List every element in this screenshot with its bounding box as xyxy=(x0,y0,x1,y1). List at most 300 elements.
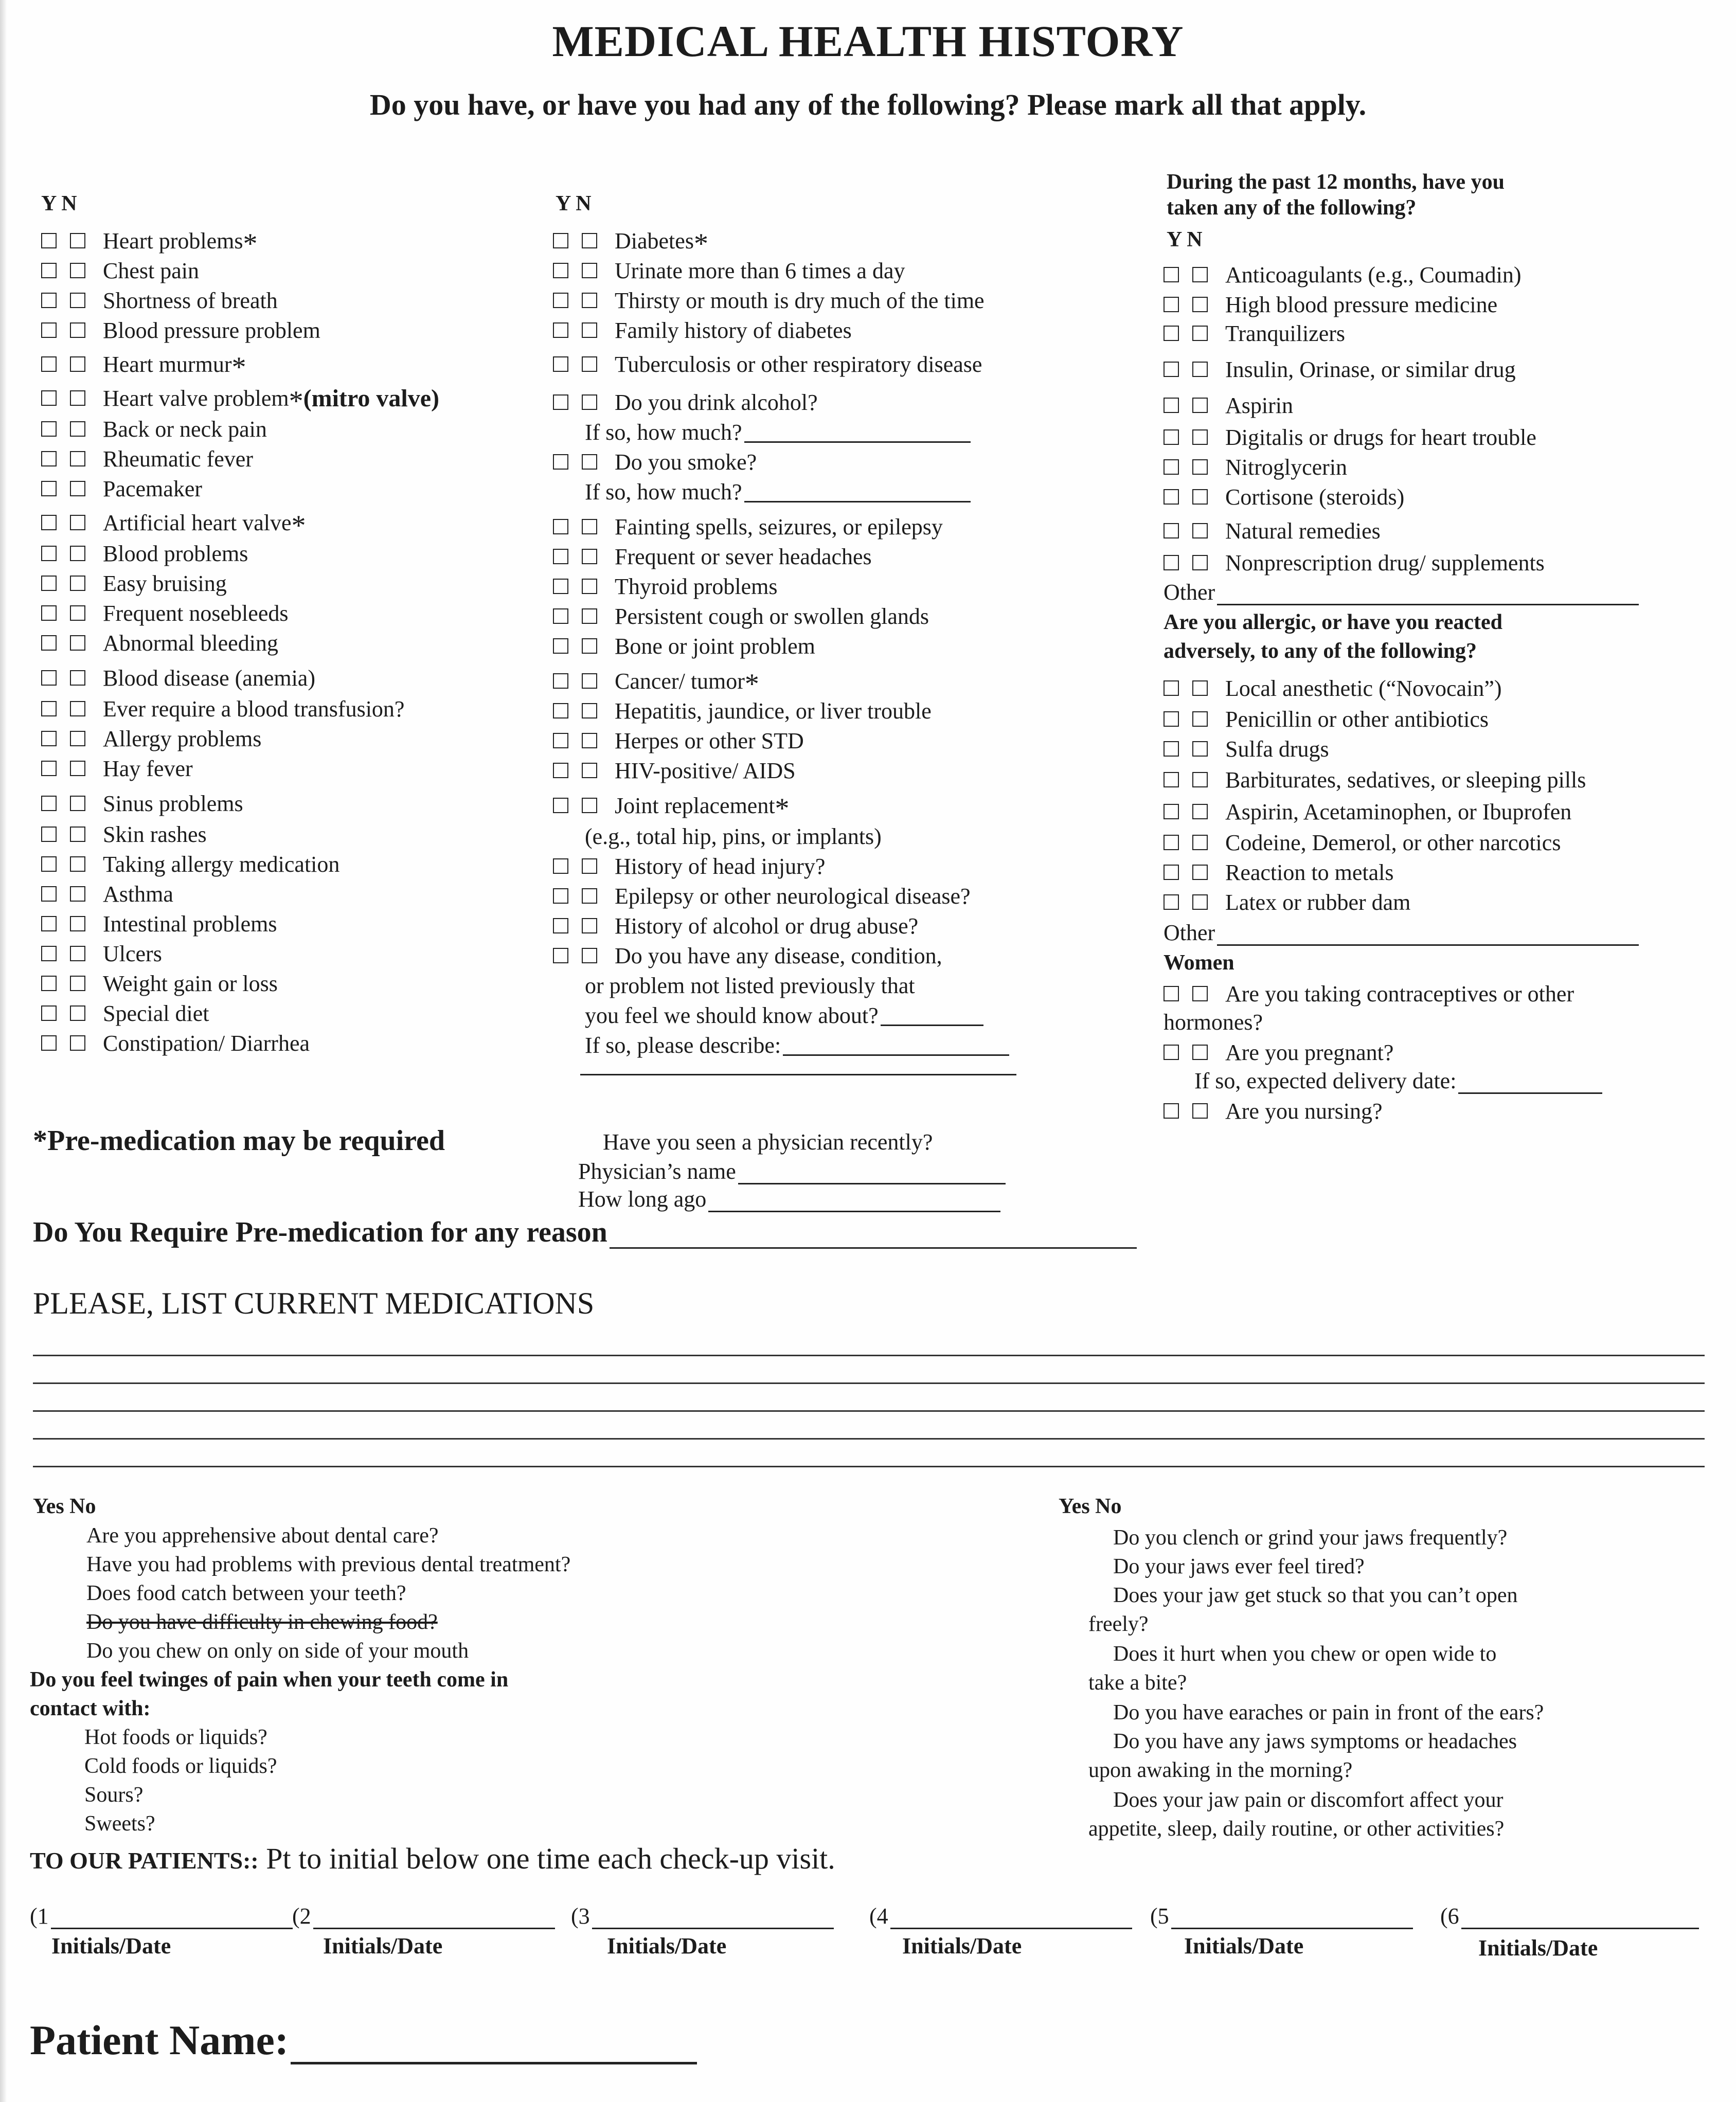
condition-row xyxy=(553,882,971,910)
medication-row xyxy=(1164,548,1545,577)
condition-label: Shortness of breath xyxy=(103,288,278,313)
condition-yes-checkbox[interactable] xyxy=(41,856,57,872)
medication-row xyxy=(1164,319,1345,348)
condition-row xyxy=(41,724,261,753)
delivery-date-field-label: If so, expected delivery date: xyxy=(1194,1068,1457,1093)
premed-note: *Pre-medication may be required xyxy=(33,1125,445,1157)
medication-no-checkbox[interactable] xyxy=(1192,362,1208,377)
dental-question: Have you had problems with previous dental treatment? xyxy=(86,1553,571,1576)
meds-header: PLEASE, LIST CURRENT MEDICATIONS xyxy=(33,1286,595,1320)
allergy-row xyxy=(1164,888,1410,917)
condition-yes-checkbox[interactable] xyxy=(41,976,57,991)
initials-number: (5 xyxy=(1150,1903,1169,1929)
condition-followup-row xyxy=(585,1001,983,1030)
condition-no-checkbox[interactable] xyxy=(70,976,85,991)
condition-followup-row xyxy=(585,822,882,851)
medication-yes-checkbox[interactable] xyxy=(1164,523,1179,538)
how-long-line xyxy=(708,1191,1000,1212)
answer-line[interactable] xyxy=(783,1035,1009,1056)
twinge-heading-line: contact with: xyxy=(30,1697,151,1720)
how-long-label: How long ago xyxy=(578,1187,707,1212)
allergy-yes-checkbox[interactable] xyxy=(1164,711,1179,727)
condition-row: Diabetes * xyxy=(553,226,708,255)
condition-label: Thyroid problems xyxy=(615,573,778,599)
medication-label: Nitroglycerin xyxy=(1225,454,1348,480)
condition-yes-checkbox[interactable] xyxy=(553,454,568,470)
allergy-row xyxy=(1164,765,1586,794)
condition-no-checkbox[interactable] xyxy=(70,390,85,406)
condition-label: Thirsty or mouth is dry much of the time xyxy=(615,288,985,313)
medication-row xyxy=(1164,355,1516,384)
initials-number: (2 xyxy=(292,1903,311,1929)
women-row xyxy=(1164,1097,1383,1125)
allergy-label: Penicillin or other antibiotics xyxy=(1225,706,1489,732)
other-allergy-field[interactable] xyxy=(1164,920,1639,946)
condition-label: Do you have any disease, condition, xyxy=(615,943,942,968)
condition-yes-checkbox[interactable] xyxy=(41,263,57,278)
condition-row xyxy=(553,632,815,660)
condition-no-checkbox[interactable] xyxy=(582,263,597,278)
condition-no-checkbox[interactable] xyxy=(70,1005,85,1021)
other-meds-field-line[interactable] xyxy=(1217,584,1639,605)
patient-name-field[interactable] xyxy=(30,2016,697,2064)
allergy-no-checkbox[interactable] xyxy=(1192,741,1208,757)
condition-yes-checkbox[interactable] xyxy=(553,233,568,248)
condition-yes-checkbox[interactable] xyxy=(41,827,57,842)
condition-no-checkbox[interactable] xyxy=(70,886,85,902)
condition-row xyxy=(41,444,253,473)
condition-yes-checkbox[interactable] xyxy=(553,519,568,534)
condition-no-checkbox[interactable] xyxy=(582,733,597,748)
condition-no-checkbox[interactable] xyxy=(70,356,85,372)
meds-line-3[interactable] xyxy=(33,1410,1705,1412)
condition-yes-checkbox[interactable] xyxy=(41,946,57,961)
medication-yes-checkbox[interactable] xyxy=(1164,326,1179,341)
jaw-question-line: Does your jaw get stuck so that you can’t open xyxy=(1113,1584,1518,1607)
allergy-label: Codeine, Demerol, or other narcotics xyxy=(1225,830,1561,855)
condition-no-checkbox[interactable] xyxy=(70,827,85,842)
condition-no-checkbox[interactable] xyxy=(582,703,597,718)
medication-no-checkbox[interactable] xyxy=(1192,489,1208,505)
condition-label: Frequent or sever headaches xyxy=(615,544,872,569)
jaw-question-line: Do you have earaches or pain in front of the ears? xyxy=(1113,1701,1544,1724)
dental-right-header: Yes No xyxy=(1059,1495,1122,1518)
allergy-label: Local anesthetic (“Novocain”) xyxy=(1225,675,1502,701)
condition-yes-checkbox[interactable] xyxy=(553,948,568,963)
medication-row xyxy=(1164,391,1293,420)
condition-no-checkbox[interactable] xyxy=(70,731,85,746)
condition-followup-row xyxy=(585,477,971,506)
page-title: MEDICAL HEALTH HISTORY xyxy=(552,16,1184,66)
condition-no-checkbox[interactable] xyxy=(582,394,597,410)
women-header xyxy=(1164,950,1234,975)
condition-yes-checkbox[interactable] xyxy=(41,1035,57,1051)
condition-no-checkbox[interactable] xyxy=(582,798,597,813)
condition-label: Heart murmur xyxy=(103,351,232,377)
medication-no-checkbox[interactable] xyxy=(1192,326,1208,341)
other-meds-field-label: Other xyxy=(1164,580,1215,605)
condition-followup-row xyxy=(585,971,915,1000)
allergy-yes-checkbox[interactable] xyxy=(1164,741,1179,757)
col1-header: Y N xyxy=(41,192,77,215)
meds-line-2[interactable] xyxy=(33,1382,1705,1384)
condition-note: (mitro valve) xyxy=(303,384,439,412)
condition-no-checkbox[interactable] xyxy=(70,576,85,591)
nursing-label: Are you nursing? xyxy=(1225,1098,1383,1124)
initials-field-2[interactable] xyxy=(292,1903,555,1929)
condition-row xyxy=(553,512,943,541)
condition-label: Blood pressure problem xyxy=(103,317,320,343)
medication-row xyxy=(1164,516,1381,545)
medication-yes-checkbox[interactable] xyxy=(1164,398,1179,413)
condition-yes-checkbox[interactable] xyxy=(41,576,57,591)
condition-no-checkbox[interactable] xyxy=(582,673,597,689)
twinge-item: Sweets? xyxy=(84,1812,155,1836)
delivery-date-field[interactable] xyxy=(1194,1068,1602,1094)
condition-yes-checkbox[interactable] xyxy=(553,356,568,372)
medication-yes-checkbox[interactable] xyxy=(1164,459,1179,475)
condition-no-checkbox[interactable] xyxy=(70,546,85,561)
initials-field-5[interactable] xyxy=(1150,1903,1413,1929)
dental-question: Do you have difficulty in chewing food? xyxy=(86,1610,438,1634)
other-allergy-field-line[interactable] xyxy=(1217,925,1639,946)
allergy-yes-checkbox[interactable] xyxy=(1164,772,1179,787)
condition-no-checkbox[interactable] xyxy=(70,796,85,811)
condition-no-checkbox[interactable] xyxy=(582,638,597,654)
condition-yes-checkbox[interactable] xyxy=(553,549,568,564)
premed-question-field[interactable] xyxy=(33,1216,1137,1249)
condition-row xyxy=(553,572,778,601)
allergy-label: Barbiturates, sedatives, or sleeping pills xyxy=(1225,767,1586,793)
condition-row xyxy=(41,694,404,723)
women-no-checkbox[interactable] xyxy=(1192,986,1208,1001)
medication-yes-checkbox[interactable] xyxy=(1164,489,1179,505)
condition-label: Persistent cough or swollen glands xyxy=(615,603,929,629)
condition-row xyxy=(553,602,929,631)
condition-row xyxy=(553,726,804,755)
women-no-checkbox[interactable] xyxy=(1192,1103,1208,1119)
allergy-no-checkbox[interactable] xyxy=(1192,865,1208,880)
allergy-no-checkbox[interactable] xyxy=(1192,711,1208,727)
condition-label: Ever require a blood transfusion? xyxy=(103,696,405,722)
twinge-heading-line: Do you feel twinges of pain when your teeth come in xyxy=(30,1668,509,1692)
condition-no-checkbox[interactable] xyxy=(582,763,597,778)
condition-row xyxy=(553,256,905,285)
medication-no-checkbox[interactable] xyxy=(1192,555,1208,570)
condition-label: Special diet xyxy=(103,1000,209,1026)
initials-line xyxy=(51,1908,293,1929)
condition-yes-checkbox[interactable] xyxy=(41,731,57,746)
women-row xyxy=(1164,979,1574,1008)
condition-no-checkbox[interactable] xyxy=(582,858,597,874)
allergy-yes-checkbox[interactable] xyxy=(1164,865,1179,880)
medication-no-checkbox[interactable] xyxy=(1192,429,1208,445)
women-yes-checkbox[interactable] xyxy=(1164,1103,1179,1119)
allergy-no-checkbox[interactable] xyxy=(1192,772,1208,787)
physician-name-field[interactable] xyxy=(578,1158,1006,1184)
condition-label: Blood problems xyxy=(103,541,248,566)
meds-line-1[interactable] xyxy=(33,1355,1705,1356)
condition-row xyxy=(553,696,932,725)
women-no-checkbox[interactable] xyxy=(1192,1045,1208,1060)
condition-row xyxy=(41,789,243,818)
condition-row xyxy=(41,539,248,568)
condition-label: Constipation/ Diarrhea xyxy=(103,1030,310,1056)
women-yes-checkbox[interactable] xyxy=(1164,986,1179,1001)
medication-no-checkbox[interactable] xyxy=(1192,523,1208,538)
condition-yes-checkbox[interactable] xyxy=(41,421,57,437)
condition-label: Heart problems xyxy=(103,228,243,254)
condition-no-checkbox[interactable] xyxy=(70,451,85,466)
medication-label: Insulin, Orinase, or similar drug xyxy=(1225,356,1516,382)
condition-yes-checkbox[interactable] xyxy=(41,451,57,466)
condition-label: History of alcohol or drug abuse? xyxy=(615,913,919,939)
allergy-yes-checkbox[interactable] xyxy=(1164,894,1179,910)
condition-yes-checkbox[interactable] xyxy=(553,798,568,813)
condition-row xyxy=(553,316,852,345)
medication-row xyxy=(1164,423,1536,452)
condition-yes-checkbox[interactable] xyxy=(41,322,57,338)
condition-row: Joint replacement * xyxy=(553,791,790,820)
patients-label: TO OUR PATIENTS:: xyxy=(30,1847,259,1874)
condition-no-checkbox[interactable] xyxy=(70,322,85,338)
condition-no-checkbox[interactable] xyxy=(582,322,597,338)
condition-no-checkbox[interactable] xyxy=(70,856,85,872)
condition-row xyxy=(41,256,199,285)
dental-question: Are you apprehensive about dental care? xyxy=(86,1524,439,1548)
allergy-no-checkbox[interactable] xyxy=(1192,680,1208,696)
condition-no-checkbox[interactable] xyxy=(70,293,85,308)
condition-row: Cancer/ tumor * xyxy=(553,667,759,695)
condition-no-checkbox[interactable] xyxy=(582,948,597,963)
condition-yes-checkbox[interactable] xyxy=(41,390,57,406)
allergy-row xyxy=(1164,705,1489,733)
allergy-no-checkbox[interactable] xyxy=(1192,894,1208,910)
condition-row xyxy=(41,879,173,908)
condition-label: Pacemaker xyxy=(103,476,202,501)
condition-row xyxy=(41,628,278,657)
condition-row xyxy=(553,911,918,940)
initials-field-1[interactable] xyxy=(30,1903,293,1929)
allergy-no-checkbox[interactable] xyxy=(1192,835,1208,850)
condition-yes-checkbox[interactable] xyxy=(553,608,568,624)
initials-field-6[interactable] xyxy=(1440,1903,1699,1929)
condition-no-checkbox[interactable] xyxy=(70,421,85,437)
scan-edge xyxy=(0,0,7,2102)
condition-no-checkbox[interactable] xyxy=(582,233,597,248)
medication-no-checkbox[interactable] xyxy=(1192,267,1208,282)
condition-label: Cancer/ tumor xyxy=(615,668,745,694)
medication-row xyxy=(1164,453,1347,481)
condition-yes-checkbox[interactable] xyxy=(553,888,568,904)
condition-no-checkbox[interactable] xyxy=(582,454,597,470)
condition-no-checkbox[interactable] xyxy=(582,608,597,624)
other-meds-field[interactable] xyxy=(1164,579,1639,605)
condition-row xyxy=(41,569,227,598)
condition-yes-checkbox[interactable] xyxy=(41,1005,57,1021)
answer-line[interactable] xyxy=(744,422,971,443)
condition-row xyxy=(553,388,818,417)
condition-label: you feel we should know about? xyxy=(585,1002,879,1028)
condition-row xyxy=(553,286,985,315)
condition-no-checkbox[interactable] xyxy=(70,1035,85,1051)
initials-field-3[interactable] xyxy=(571,1903,834,1929)
patient-name-label: Patient Name: xyxy=(30,2017,289,2063)
initials-date-label: Initials/Date xyxy=(323,1933,443,1959)
how-long-field[interactable] xyxy=(578,1186,1000,1212)
condition-no-checkbox[interactable] xyxy=(70,605,85,621)
medication-no-checkbox[interactable] xyxy=(1192,459,1208,475)
premed-question-label: Do You Require Pre-medication for any reason xyxy=(33,1216,607,1248)
jaw-question-line: freely? xyxy=(1088,1612,1149,1636)
condition-no-checkbox[interactable] xyxy=(70,946,85,961)
allergy-intro-line1 xyxy=(1164,610,1502,635)
condition-label: HIV-positive/ AIDS xyxy=(615,758,796,783)
dental-left-header: Yes No xyxy=(33,1495,96,1518)
condition-yes-checkbox[interactable] xyxy=(553,263,568,278)
initials-line xyxy=(313,1908,555,1929)
initials-date-label: Initials/Date xyxy=(51,1933,171,1959)
condition-no-checkbox[interactable] xyxy=(582,888,597,904)
condition-label: If so, how much? xyxy=(585,479,742,505)
pregnant-label: Are you pregnant? xyxy=(1225,1039,1394,1065)
condition-yes-checkbox[interactable] xyxy=(553,763,568,778)
medication-no-checkbox[interactable] xyxy=(1192,398,1208,413)
answer-line[interactable] xyxy=(881,1005,983,1026)
answer-line[interactable] xyxy=(744,481,971,502)
condition-yes-checkbox[interactable] xyxy=(41,293,57,308)
condition-label: Rheumatic fever xyxy=(103,446,253,472)
allergy-row xyxy=(1164,828,1561,857)
condition-no-checkbox[interactable] xyxy=(70,670,85,686)
condition-no-checkbox[interactable] xyxy=(582,579,597,594)
condition-label: Urinate more than 6 times a day xyxy=(615,258,905,283)
condition-yes-checkbox[interactable] xyxy=(41,761,57,776)
allergy-yes-checkbox[interactable] xyxy=(1164,680,1179,696)
condition-no-checkbox[interactable] xyxy=(70,635,85,651)
women-yes-checkbox[interactable] xyxy=(1164,1045,1179,1060)
patients-text: Pt to initial below one time each check-up visit. xyxy=(266,1842,835,1875)
initials-date-label: Initials/Date xyxy=(1478,1935,1598,1961)
medication-row xyxy=(1164,290,1497,319)
allergy-row xyxy=(1164,674,1502,703)
allergy-yes-checkbox[interactable] xyxy=(1164,804,1179,819)
condition-yes-checkbox[interactable] xyxy=(41,481,57,496)
delivery-date-field-line[interactable] xyxy=(1458,1073,1602,1094)
medication-yes-checkbox[interactable] xyxy=(1164,297,1179,312)
condition-row xyxy=(41,939,162,968)
condition-no-checkbox[interactable] xyxy=(582,519,597,534)
medication-yes-checkbox[interactable] xyxy=(1164,267,1179,282)
condition-yes-checkbox[interactable] xyxy=(553,293,568,308)
col2-header: Y N xyxy=(556,192,592,215)
condition-label: Skin rashes xyxy=(103,821,207,847)
condition-row xyxy=(41,909,277,938)
allergy-yes-checkbox[interactable] xyxy=(1164,835,1179,850)
condition-label: Fainting spells, seizures, or epilepsy xyxy=(615,514,943,540)
condition-no-checkbox[interactable] xyxy=(70,233,85,248)
condition-yes-checkbox[interactable] xyxy=(41,635,57,651)
initials-field-4[interactable] xyxy=(869,1903,1132,1929)
condition-yes-checkbox[interactable] xyxy=(41,796,57,811)
initials-line xyxy=(890,1908,1132,1929)
condition-yes-checkbox[interactable] xyxy=(553,703,568,718)
women-row xyxy=(1164,1038,1393,1067)
patient-name-line xyxy=(291,2026,697,2064)
physician-question: Have you seen a physician recently? xyxy=(603,1129,933,1155)
page-subtitle: Do you have, or have you had any of the following? Please mark all that apply. xyxy=(369,88,1367,121)
condition-yes-checkbox[interactable] xyxy=(553,322,568,338)
condition-yes-checkbox[interactable] xyxy=(41,233,57,248)
condition-no-checkbox[interactable] xyxy=(582,293,597,308)
condition-no-checkbox[interactable] xyxy=(582,356,597,372)
condition-yes-checkbox[interactable] xyxy=(553,579,568,594)
jaw-question-line: Does your jaw pain or discomfort affect your xyxy=(1113,1788,1504,1812)
medication-label: High blood pressure medicine xyxy=(1225,292,1498,317)
condition-yes-checkbox[interactable] xyxy=(41,886,57,902)
jaw-question-line: Do you have any jaws symptoms or headaches xyxy=(1113,1730,1517,1753)
allergy-no-checkbox[interactable] xyxy=(1192,804,1208,819)
condition-yes-checkbox[interactable] xyxy=(553,673,568,689)
initials-date-label: Initials/Date xyxy=(902,1933,1022,1959)
condition-yes-checkbox[interactable] xyxy=(553,918,568,933)
allergy-label: Reaction to metals xyxy=(1225,859,1394,885)
meds-line-5[interactable] xyxy=(33,1466,1705,1467)
condition-label: Frequent nosebleeds xyxy=(103,600,289,626)
describe-extra-line[interactable] xyxy=(580,1074,1016,1075)
condition-yes-checkbox[interactable] xyxy=(553,638,568,654)
condition-yes-checkbox[interactable] xyxy=(553,394,568,410)
condition-label: or problem not listed previously that xyxy=(585,973,915,998)
condition-no-checkbox[interactable] xyxy=(582,918,597,933)
medication-no-checkbox[interactable] xyxy=(1192,297,1208,312)
other-allergy-field-label: Other xyxy=(1164,920,1215,945)
condition-no-checkbox[interactable] xyxy=(70,515,85,530)
condition-no-checkbox[interactable] xyxy=(70,761,85,776)
medication-yes-checkbox[interactable] xyxy=(1164,362,1179,377)
condition-row xyxy=(41,1029,310,1057)
condition-no-checkbox[interactable] xyxy=(70,701,85,716)
condition-yes-checkbox[interactable] xyxy=(41,546,57,561)
condition-yes-checkbox[interactable] xyxy=(41,670,57,686)
jaw-question-line: Does it hurt when you chew or open wide to xyxy=(1113,1642,1497,1666)
condition-yes-checkbox[interactable] xyxy=(553,858,568,874)
condition-yes-checkbox[interactable] xyxy=(41,356,57,372)
condition-no-checkbox[interactable] xyxy=(70,916,85,931)
medication-yes-checkbox[interactable] xyxy=(1164,555,1179,570)
condition-yes-checkbox[interactable] xyxy=(41,701,57,716)
condition-yes-checkbox[interactable] xyxy=(553,733,568,748)
condition-no-checkbox[interactable] xyxy=(582,549,597,564)
condition-label: If so, please describe: xyxy=(585,1032,781,1058)
jaw-question-line: appetite, sleep, daily routine, or other activities? xyxy=(1088,1817,1505,1841)
condition-yes-checkbox[interactable] xyxy=(41,605,57,621)
condition-row: Artificial heart valve * xyxy=(41,508,306,537)
jaw-question-line: take a bite? xyxy=(1088,1671,1187,1695)
condition-row xyxy=(41,415,267,443)
condition-no-checkbox[interactable] xyxy=(70,481,85,496)
condition-label: Hepatitis, jaundice, or liver trouble xyxy=(615,698,932,724)
medication-label: Natural remedies xyxy=(1225,518,1381,544)
condition-row: Heart problems * xyxy=(41,226,257,255)
medication-yes-checkbox[interactable] xyxy=(1164,429,1179,445)
condition-no-checkbox[interactable] xyxy=(70,263,85,278)
condition-row xyxy=(553,447,757,476)
condition-yes-checkbox[interactable] xyxy=(41,515,57,530)
medication-label: Digitalis or drugs for heart trouble xyxy=(1225,424,1536,450)
condition-yes-checkbox[interactable] xyxy=(41,916,57,931)
meds-line-4[interactable] xyxy=(33,1438,1705,1440)
